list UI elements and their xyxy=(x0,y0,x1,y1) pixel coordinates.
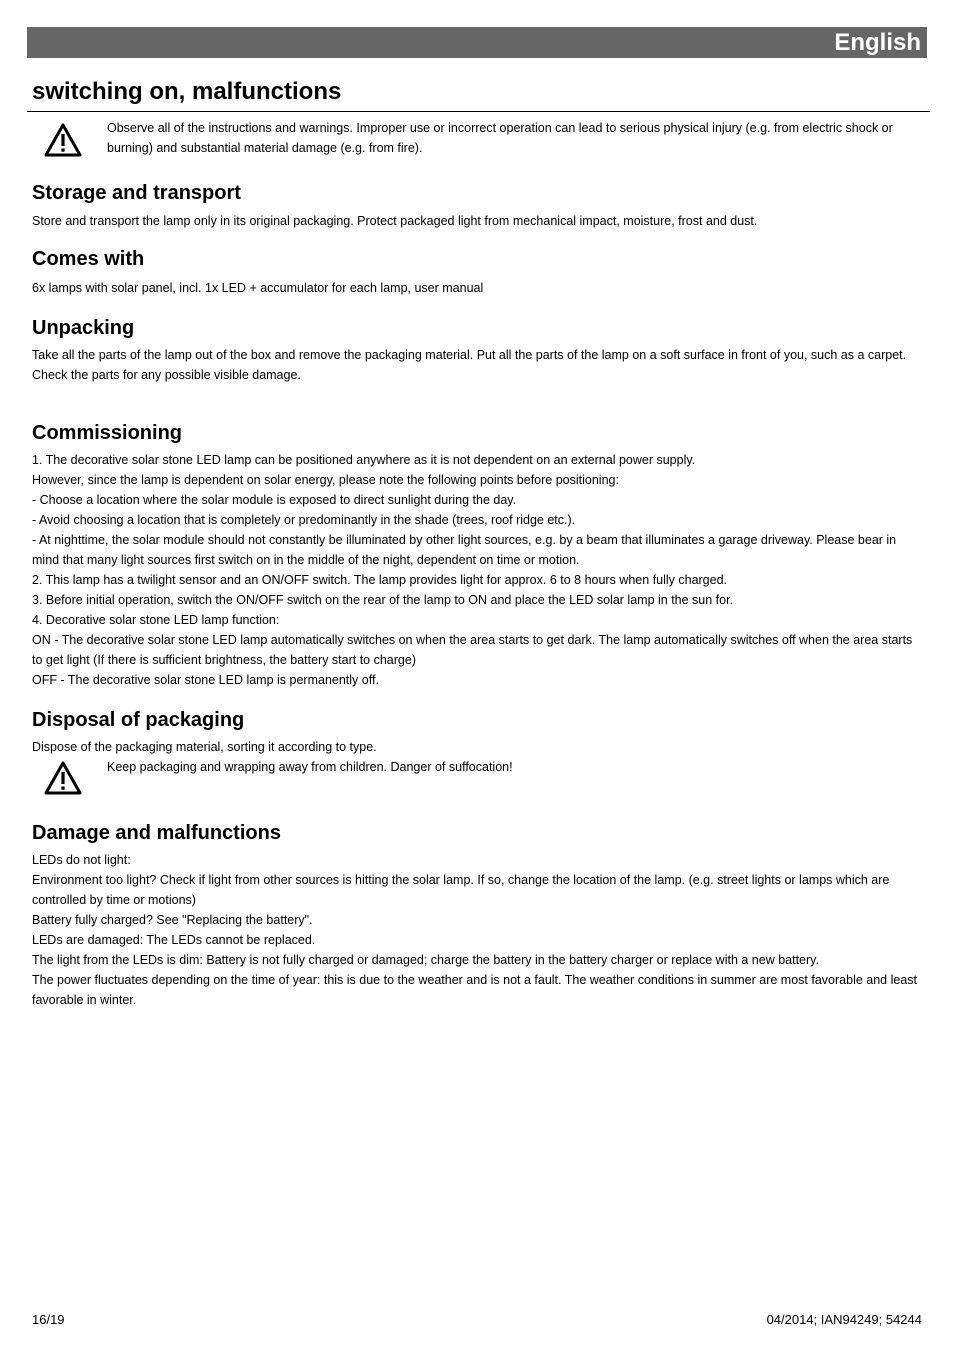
intro-warning-text: Observe all of the instructions and warnings. Improper use or incorrect operation can lead to serious physical injury (e.g. from electric shock or burning) and substantial material damage (e.g. from fire). xyxy=(107,121,893,155)
storage-text: Store and transport the lamp only in its original packaging. Protect packaged light from mechanical impact, moisture, frost and dust. xyxy=(32,214,758,228)
commissioning-body xyxy=(32,450,917,690)
disposal-text: Dispose of the packaging material, sorting it according to type. xyxy=(32,740,377,754)
commissioning-line: OFF - The decorative solar stone LED lamp is permanently off. xyxy=(32,673,379,687)
language-header-bar xyxy=(27,27,927,58)
title-divider xyxy=(27,111,930,112)
unpacking-text: Take all the parts of the lamp out of the box and remove the packaging material. Put all the parts of the lamp on a soft surface in front of you, such as a carpet. Check the parts for any possible visible damage. xyxy=(32,348,907,382)
commissioning-line: 4. Decorative solar stone LED lamp function: xyxy=(32,613,280,627)
section-heading-disposal: Disposal of packaging xyxy=(32,709,245,731)
disposal-warning-text: Keep packaging and wrapping away from children. Danger of suffocation! xyxy=(107,760,513,774)
damage-line: LEDs are damaged: The LEDs cannot be replaced. xyxy=(32,933,316,947)
damage-body xyxy=(32,850,917,1010)
damage-line: LEDs do not light: xyxy=(32,853,131,867)
commissioning-line: However, since the lamp is dependent on solar energy, please note the following points before positioning: xyxy=(32,473,619,487)
commissioning-line: 2. This lamp has a twilight sensor and an ON/OFF switch. The lamp provides light for approx. 6 to 8 hours when fully charged. xyxy=(32,573,728,587)
commissioning-line: 1. The decorative solar stone LED lamp can be positioned anywhere as it is not dependent on an external power supply. xyxy=(32,453,696,467)
commissioning-line: - Choose a location where the solar module is exposed to direct sunlight during the day. xyxy=(32,493,517,507)
warning-triangle-icon xyxy=(43,122,83,158)
commissioning-line: - At nighttime, the solar module should not constantly be illuminated by other light sources, e.g. by a beam that illuminates a garage driveway. Please bear in mind that many light sources first switch on in the middle of the night, dependent on time or motion. xyxy=(32,533,897,567)
document-reference: 04/2014; IAN94249; 54244 xyxy=(766,1312,922,1327)
commissioning-line: - Avoid choosing a location that is completely or predominantly in the shade (trees, roof ridge etc.). xyxy=(32,513,576,527)
commissioning-line: 3. Before initial operation, switch the ON/OFF switch on the rear of the lamp to ON and place the LED solar lamp in the sun for. xyxy=(32,593,734,607)
damage-line: Environment too light? Check if light from other sources is hitting the solar lamp. If so, change the location of the lamp. (e.g. street lights or lamps which are controlled by time or motions) xyxy=(32,873,890,907)
damage-line: The light from the LEDs is dim: Battery is not fully charged or damaged; charge the battery in the battery charger or replace with a new battery. xyxy=(32,953,819,967)
commissioning-line: ON - The decorative solar stone LED lamp automatically switches on when the area starts to get dark. The lamp automatically switches off when the area starts to get light (If there is sufficient brightness, the battery start to charge) xyxy=(32,633,913,667)
damage-line: The power fluctuates depending on the time of year: this is due to the weather and is not a fault. The weather conditions in summer are most favorable and least favorable in winter. xyxy=(32,973,917,1007)
section-heading-damage: Damage and malfunctions xyxy=(32,822,281,844)
section-heading-storage: Storage and transport xyxy=(32,182,241,204)
page-title: switching on, malfunctions xyxy=(32,78,342,105)
damage-line: Battery fully charged? See "Replacing the battery". xyxy=(32,913,313,927)
comes-with-text: 6x lamps with solar panel, incl. 1x LED + accumulator for each lamp, user manual xyxy=(32,281,484,295)
section-heading-unpacking: Unpacking xyxy=(32,317,135,339)
language-label: English xyxy=(834,29,921,56)
section-heading-commissioning: Commissioning xyxy=(32,422,183,444)
section-heading-comes-with: Comes with xyxy=(32,248,145,270)
page-number: 16/19 xyxy=(32,1312,65,1327)
warning-triangle-icon xyxy=(43,760,83,796)
